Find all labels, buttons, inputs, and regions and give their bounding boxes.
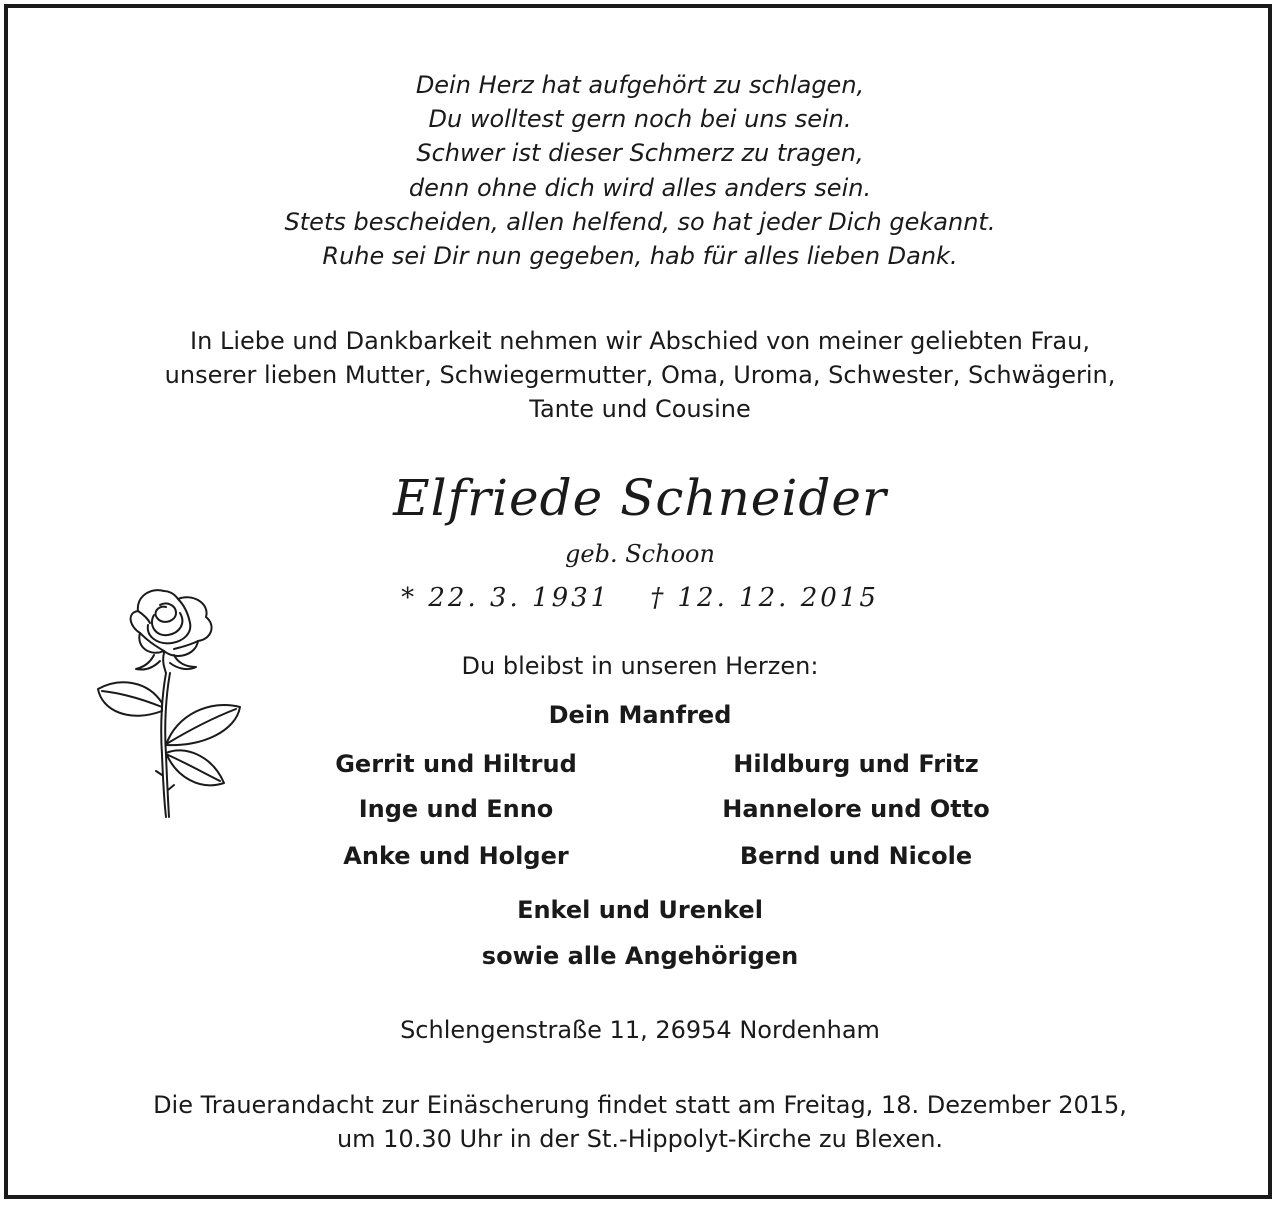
birth-date: * 22. 3. 1931 — [401, 583, 611, 613]
service-line: Die Trauerandacht zur Einäscherung findet statt am Freitag, 18. Dezember 2015, — [153, 1091, 1127, 1119]
poem — [0, 68, 1280, 273]
service-info — [0, 1088, 1280, 1156]
spouse-name: Dein Manfred — [548, 701, 732, 729]
mourners-heading: Du bleibst in unseren Herzen: — [461, 652, 819, 680]
family-pair: Hildburg und Fritz — [733, 750, 979, 778]
deceased-name: Elfriede Schneider — [393, 469, 887, 527]
intro-line: Tante und Cousine — [529, 395, 751, 423]
poem-line: Ruhe sei Dir nun gegeben, hab für alles lieben Dank. — [322, 241, 958, 270]
family-pair: Anke und Holger — [343, 842, 569, 870]
poem-line: Du wolltest gern noch bei uns sein. — [428, 105, 852, 134]
death-date: † 12. 12. 2015 — [650, 583, 879, 613]
poem-line: denn ohne dich wird alles anders sein. — [408, 173, 872, 202]
maiden-name: geb. Schoon — [565, 540, 715, 568]
service-line: um 10.30 Uhr in der St.-Hippolyt-Kirche zu Blexen. — [336, 1125, 944, 1153]
family-pair: Bernd und Nicole — [739, 842, 973, 870]
poem-line: Stets bescheiden, allen helfend, so hat jeder Dich gekannt. — [284, 207, 996, 236]
intro-line: In Liebe und Dankbarkeit nehmen wir Abschied von meiner geliebten Frau, — [190, 327, 1090, 355]
intro-text — [0, 324, 1280, 426]
family-pair: Gerrit und Hiltrud — [335, 750, 577, 778]
grandchildren-line: Enkel und Urenkel — [517, 896, 763, 924]
intro-line: unserer lieben Mutter, Schwiegermutter, Oma, Uroma, Schwester, Schwägerin, — [164, 361, 1116, 389]
family-pair: Inge und Enno — [358, 795, 554, 823]
address: Schlengenstraße 11, 26954 Nordenham — [400, 1016, 880, 1044]
relatives-line: sowie alle Angehörigen — [481, 942, 799, 970]
family-pair: Hannelore und Otto — [722, 795, 990, 823]
poem-line: Schwer ist dieser Schmerz zu tragen, — [416, 139, 864, 168]
poem-line: Dein Herz hat aufgehört zu schlagen, — [415, 71, 865, 99]
